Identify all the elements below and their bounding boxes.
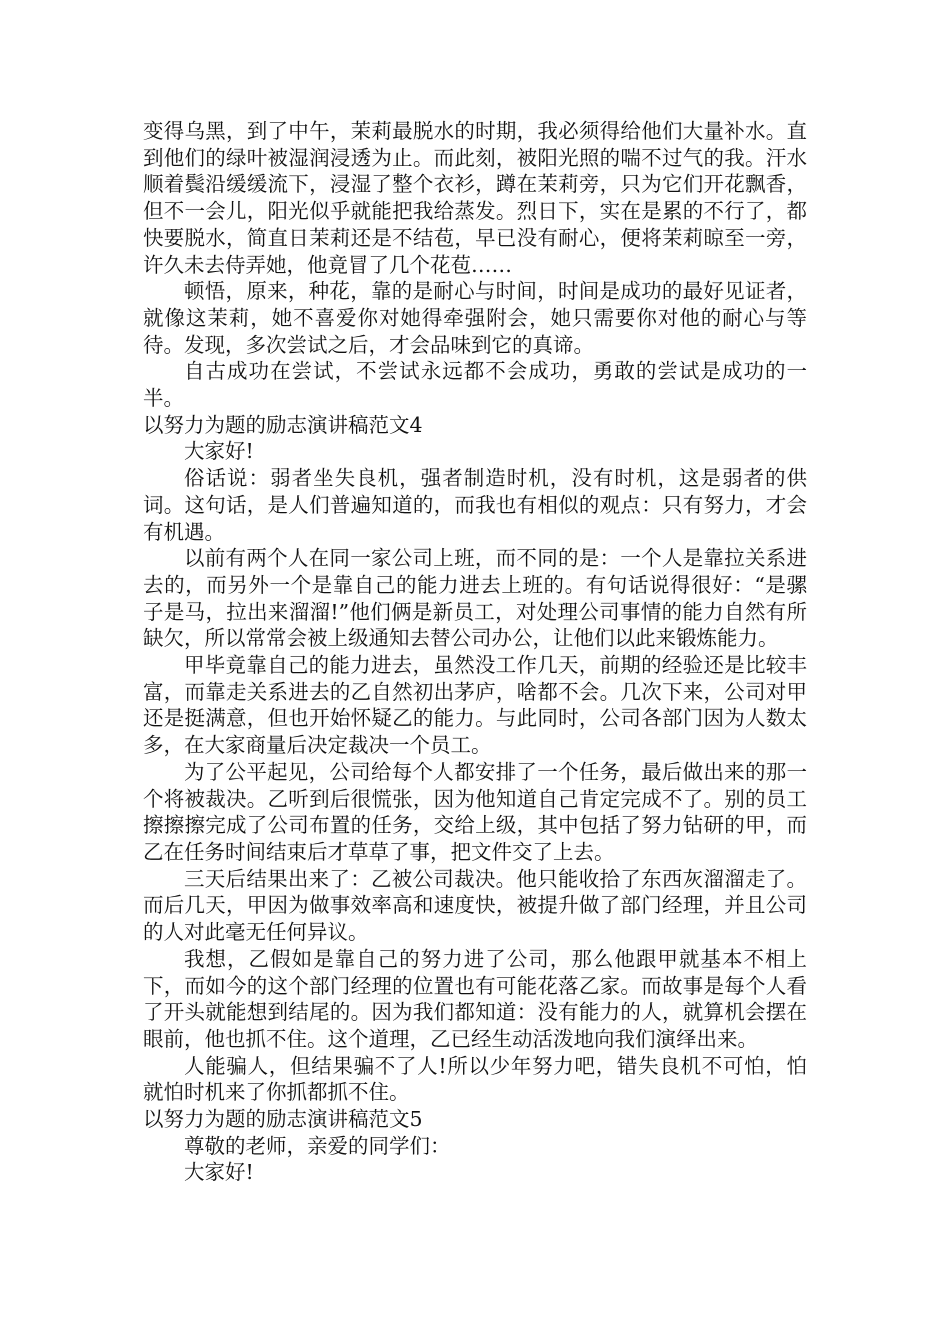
section-heading: 以努力为题的励志演讲稿范文4 xyxy=(143,412,423,437)
paragraph: 三天后结果出来了：乙被公司裁决。他只能收拾了东西灰溜溜走了。而后几天，甲因为做事效率高和速度快，被提升做了部门经理，并且公司的人对此毫无任何异议。 xyxy=(143,866,807,945)
section-heading: 以努力为题的励志演讲稿范文5 xyxy=(143,1107,423,1132)
paragraph-continued: 变得乌黑，到了中午，茉莉最脱水的时期，我必须得给他们大量补水。直到他们的绿叶被湿润浸透为止。而此刻，被阳光照的喘不过气的我。汗水顺着鬓沿缓缓流下，浸湿了整个衣衫，蹲在茉莉旁，只为它们开花飘香，但不一会儿，阳光似乎就能把我给蒸发。烈日下，实在是累的不行了，都快要脱水，简直日茉莉还是不结苞，早已没有耐心，便将茉莉晾至一旁，许久未去侍弄她，他竟冒了几个花苞…… xyxy=(143,119,807,277)
paragraph: 甲毕竟靠自己的能力进去，虽然没工作几天，前期的经验还是比较丰富，而靠走关系进去的乙自然初出茅庐，啥都不会。几次下来，公司对甲还是挺满意，但也开始怀疑乙的能力。与此同时，公司各部门因为人数太多，在大家商量后决定裁决一个员工。 xyxy=(143,653,807,758)
greeting: 大家好! xyxy=(184,1160,254,1185)
paragraph: 俗话说：弱者坐失良机，强者制造时机，没有时机，这是弱者的供词。这句话，是人们普遍知道的，而我也有相似的观点：只有努力，才会有机遇。 xyxy=(143,466,807,544)
paragraph: 我想，乙假如是靠自己的努力进了公司，那么他跟甲就基本不相上下，而如今的这个部门经理的位置也有可能花落乙家。而故事是每个人看了开头就能想到结尾的。因为我们都知道：没有能力的人，就算机会摆在眼前，他也抓不住。这个道理，乙已经生动活泼地向我们演绎出来。 xyxy=(143,946,807,1051)
paragraph: 人能骗人，但结果骗不了人!所以少年努力吧，错失良机不可怕，怕就怕时机来了你抓都抓不住。 xyxy=(143,1053,807,1105)
document-page xyxy=(143,118,807,1186)
salutation: 尊敬的老师，亲爱的同学们： xyxy=(184,1133,451,1158)
paragraph: 以前有两个人在同一家公司上班，而不同的是：一个人是靠拉关系进去的，而另外一个是靠自己的能力进去上班的。有句话说得很好：“是骡子是马，拉出来溜溜!”他们俩是新员工，对处理公司事情的能力自然有所缺欠，所以常常会被上级通知去替公司办公，让他们以此来锻炼能力。 xyxy=(143,546,807,651)
paragraph: 顿悟，原来，种花，靠的是耐心与时间，时间是成功的最好见证者，就像这茉莉，她不喜爱你对她得牵强附会，她只需要你对他的耐心与等待。发现，多次尝试之后，才会品味到它的真谛。 xyxy=(143,279,807,357)
paragraph: 自古成功在尝试，不尝试永远都不会成功，勇敢的尝试是成功的一半。 xyxy=(143,359,807,411)
greeting: 大家好! xyxy=(184,439,254,464)
paragraph: 为了公平起见，公司给每个人都安排了一个任务，最后做出来的那一个将被裁决。乙听到后很慌张，因为他知道自己肯定完成不了。别的员工擦擦擦完成了公司布置的任务，交给上级，其中包括了努力钻研的甲，而乙在任务时间结束后才草草了事，把文件交了上去。 xyxy=(143,759,807,864)
